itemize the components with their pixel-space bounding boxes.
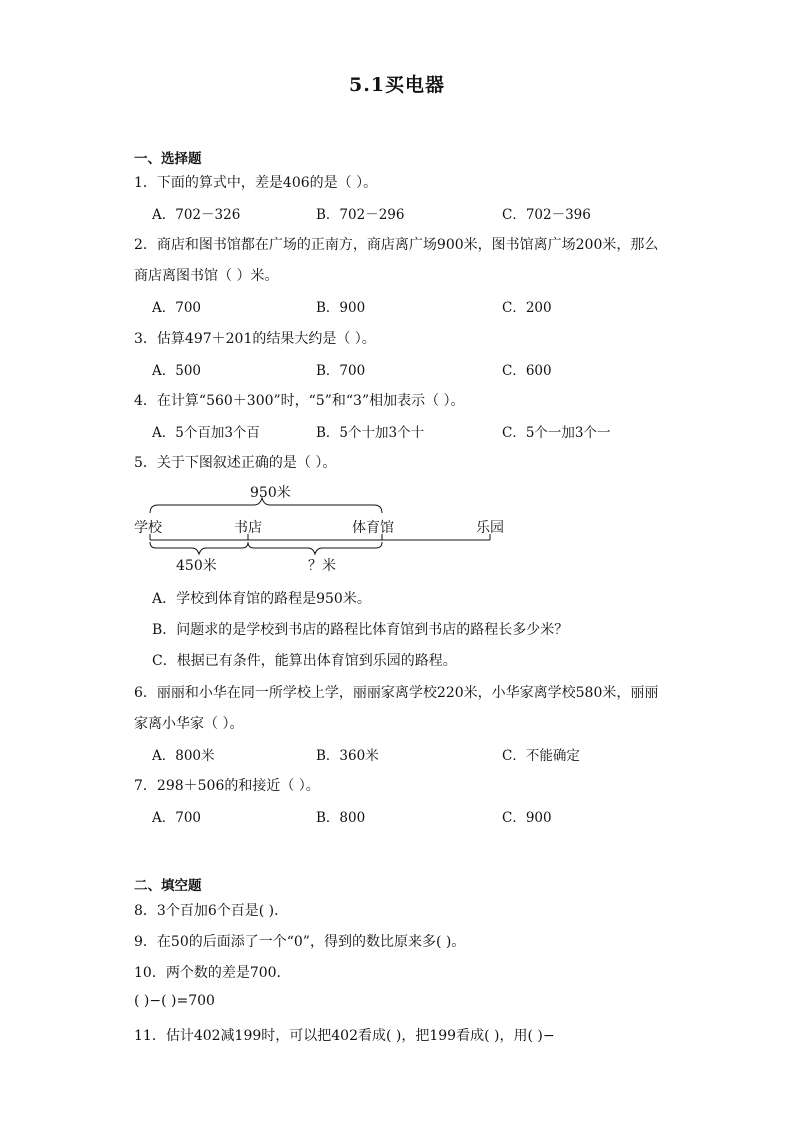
distance-diagram xyxy=(128,478,528,578)
q5-option-c: C．根据已有条件，能算出体育馆到乐园的路程。 xyxy=(152,653,457,669)
q3-option-c: C．600 xyxy=(502,363,552,379)
section-heading-choice: 一、选择题 xyxy=(134,151,202,167)
q5-option-b: B．问题求的是学校到书店的路程比体育馆到书店的路程长多少米？ xyxy=(152,622,569,638)
q6-option-a: A．800米 xyxy=(152,748,215,764)
q6-option-c: C．不能确定 xyxy=(502,748,580,764)
q2-option-b: B．900 xyxy=(316,300,366,316)
question-2-line-2: 商店离图书馆（ ）米。 xyxy=(134,268,279,284)
question-9: 9．在50的后面添了一个“0”，得到的数比原来多( )。 xyxy=(134,934,466,950)
q3-option-b: B．700 xyxy=(316,363,366,379)
place-bookstore: 书店 xyxy=(234,520,262,536)
question-4: 4．在计算“560＋300”时，“5”和“3”相加表示（ ）。 xyxy=(134,393,465,409)
question-1: 1．下面的算式中，差是406的是（ ）。 xyxy=(134,175,378,191)
q5-option-a: A．学校到体育馆的路程是950米。 xyxy=(152,591,371,607)
question-10-blank: ( )−( )=700 xyxy=(134,993,215,1009)
question-11: 11．估计402减199时，可以把402看成( )，把199看成( )，用( )− xyxy=(134,1028,555,1044)
question-7: 7．298＋506的和接近（ ）。 xyxy=(134,778,320,794)
q1-option-a: A．702－326 xyxy=(152,207,241,223)
page-title: 5.1买电器 xyxy=(348,74,446,96)
question-8: 8．3个百加6个百是( )． xyxy=(134,903,289,919)
section-heading-fill: 二、填空题 xyxy=(134,878,202,894)
bottom-left-distance: 450米 xyxy=(176,558,217,574)
q4-option-c: C．5个一加3个一 xyxy=(502,425,611,441)
q2-option-c: C．200 xyxy=(502,300,552,316)
q7-option-a: A．700 xyxy=(152,810,202,826)
q1-option-b: B．702－296 xyxy=(316,207,405,223)
place-school: 学校 xyxy=(134,520,162,536)
question-2-line-1: 2．商店和图书馆都在广场的正南方，商店离广场900米，图书馆离广场200米，那么 xyxy=(134,237,659,253)
q2-option-a: A．700 xyxy=(152,300,202,316)
question-3: 3．估算497＋201的结果大约是（ ）。 xyxy=(134,331,376,347)
question-10: 10．两个数的差是700． xyxy=(134,965,291,981)
question-6-line-1: 6．丽丽和小华在同一所学校上学，丽丽家离学校220米，小华家离学校580米，丽丽 xyxy=(134,685,659,701)
q7-option-c: C．900 xyxy=(502,810,552,826)
q7-option-b: B．800 xyxy=(316,810,366,826)
place-park: 乐园 xyxy=(476,520,504,536)
q3-option-a: A．500 xyxy=(152,363,202,379)
q4-option-b: B．5个十加3个十 xyxy=(316,425,425,441)
bottom-brace-left xyxy=(150,542,248,554)
q1-option-c: C．702－396 xyxy=(502,207,591,223)
bottom-brace-right xyxy=(248,542,382,554)
bottom-right-distance: ？米 xyxy=(308,558,336,574)
q6-option-b: B．360米 xyxy=(316,748,379,764)
question-5: 5．关于下图叙述正确的是（ ）。 xyxy=(134,455,337,471)
place-stadium: 体育馆 xyxy=(352,520,394,536)
question-6-line-2: 家离小华家（ ）。 xyxy=(134,716,244,732)
top-distance-label: 950米 xyxy=(250,485,291,501)
q4-option-a: A．5个百加3个百 xyxy=(152,425,260,441)
